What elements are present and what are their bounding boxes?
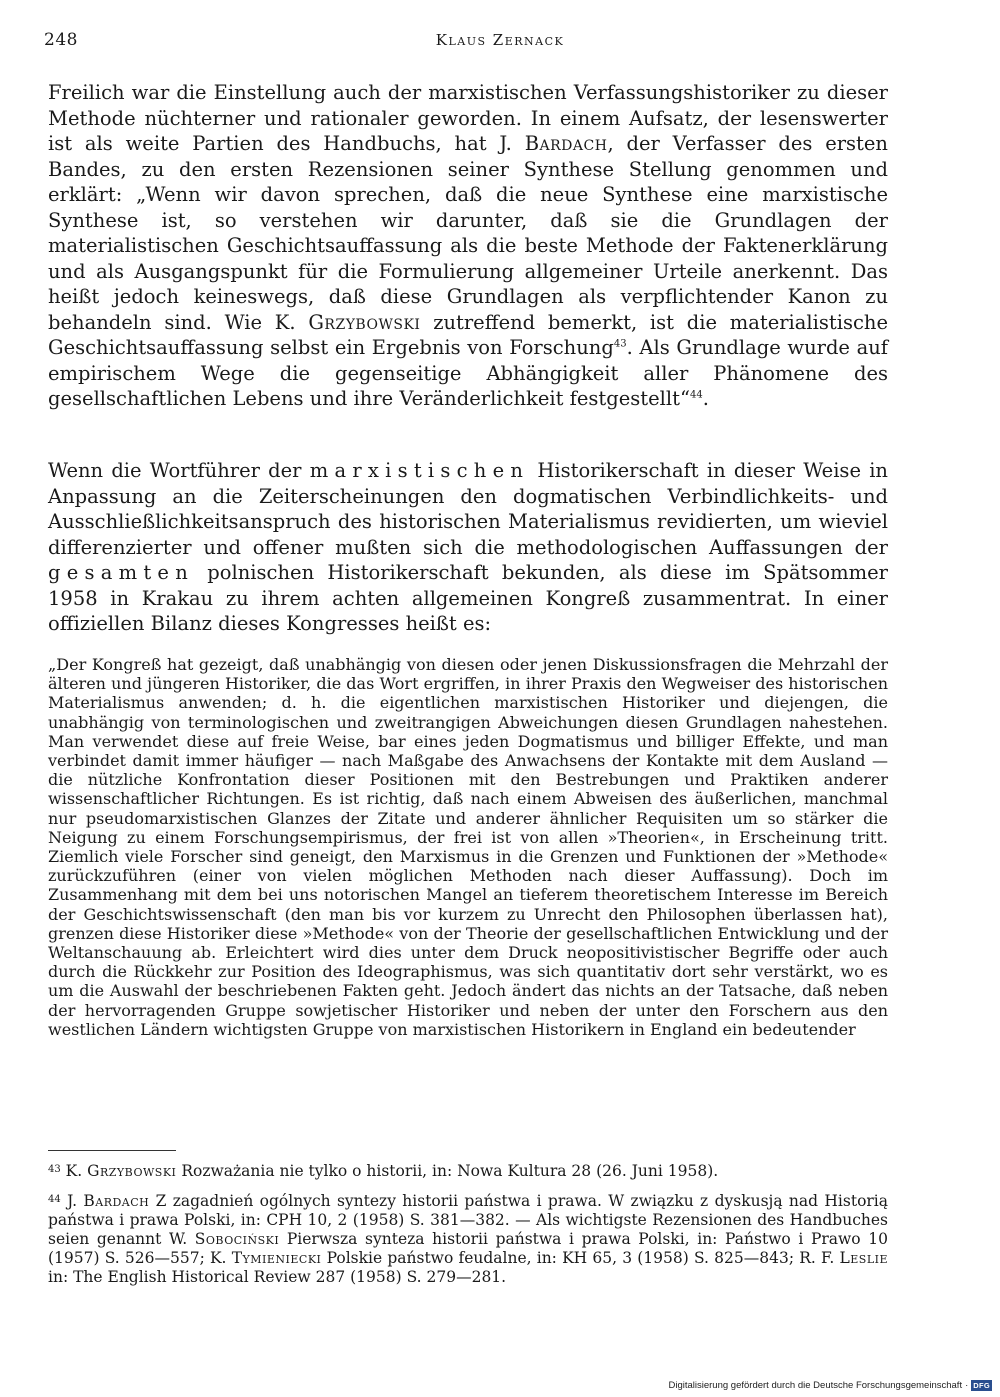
dfg-logo-icon: DFG bbox=[973, 1381, 990, 1390]
author-name: Bardach bbox=[524, 132, 608, 155]
author-name: Grzybowski bbox=[87, 1162, 177, 1180]
author-name: Sobociński bbox=[194, 1230, 280, 1248]
page-number: 248 bbox=[44, 30, 78, 50]
paragraph-1: Freilich war die Einstellung auch der marxistischen Verfassungshistoriker zu dieser Methode nüchterner und rationaler geworden. In einem Aufsatz, der lesenswerter ist als weite Partien des Handbuchs, hat J. Bardach, der Verfasser des ersten Bandes, zu den ersten Rezensionen seiner Synthese Stellung genommen und erklärt: „Wenn wir davon sprechen, daß die neue Synthese eine marxistische Synthese ist, so verstehen wir darunter, daß sie die Grundlagen der materialistischen Geschichtsauffassung als die beste Methode der Faktenerklärung und als Ausgangspunkt für die Formulierung allgemeiner Urteile anerkennt. Das heißt jedoch keineswegs, daß diese Grundlagen als verpflichtender Kanon zu behandeln sind. Wie K. Grzybowski zutreffend bemerkt, ist die materialistische Geschichtsauffassung selbst ein Ergebnis von Forschung$^{43}$. Als Grundlage wurde auf empirischem Wege die gegenseitige Abhängigkeit aller Phänomene des gesellschaftlichen Lebens und ihre Veränderlichkeit festgestellt“$^{44}$. bbox=[48, 81, 889, 410]
spaced-emphasis: marxistischen bbox=[309, 459, 530, 482]
footnote-number: 44 bbox=[48, 1194, 61, 1205]
footnote-number: 43 bbox=[48, 1164, 61, 1175]
author-name: Grzybowski bbox=[308, 310, 421, 334]
footnote-divider bbox=[48, 1150, 176, 1151]
author-name: Bardach bbox=[83, 1192, 150, 1210]
block-quote: „Der Kongreß hat gezeigt, daß unabhängig von diesen oder jenen Diskussionsfragen die Mehrzahl der älteren und jüngeren Historiker, die das Wort ergriffen, in ihrer Praxis den Wegweiser des historischen Materialismus anwenden; d. h. die eigentlichen marxistischen Historiker und diejengen, die unabhängig von terminologischen und zweitrangigen Abweichungen diesen Grundlagen nahestehen. Man verwendet diese auf freie Weise, bar eines jeden Dogmatismus und billiger Effekte, und man verbindet damit immer häufiger — nach Maßgabe des Anwachsens der Kontakte mit dem Ausland — die nützliche Konfrontation dieser Positionen mit den Bestrebungen und Praktiken anderer wissenschaftlicher Richtungen. Es ist richtig, daß nach einem Abweisen des äußerlichen, manchmal nur pseudomarxistischen Glanzes der Zitate und anderer ähnlicher Requisiten um so stärker die Neigung zu einem Forschungsempirismus, der frei ist von allen »Theorien«, in Erscheinung tritt. Ziemlich viele Forscher sind geneigt, den Marxismus in die Grenzen und Funktionen der »Methode« zurückzuführen (einer von vielen möglichen Methoden nach dieser Auffassung). Doch im Zusammenhang mit dem bei uns notorischen Mangel an tieferem theoretischem Interesse im Bereich der Geschichtswissenschaft (den man bis vor kurzem zu Unrecht den Philosophen überlassen hat), grenzen diese Historiker diese »Methode« von der Theorie der gesellschaftlichen Entwicklung und der Weltanschauung ab. Erleichtert wird dies unter dem Druck neopositivistischer Begriffe oder auch durch die Rückkehr zur Position des Ideographismus, was sich quantitativ dort sehr verstärkt, wo es um die Auswahl der beschriebenen Fakten geht. Jedoch ändert das nichts an der Tatsache, daß neben der hervorragenden Gruppe sowjetischer Historiker und neben der unter den Forschern aus den westlichen Ländern wichtigsten Gruppe von marxistischen Historikern in England ein bedeutender bbox=[48, 655, 888, 1039]
spaced-emphasis: gesamten bbox=[48, 561, 195, 584]
dot-separator: · bbox=[965, 1380, 969, 1391]
paragraph-2: Wenn die Wortführer der marxistischen Historikerschaft in dieser Weise in Anpassung an die Zeiterscheinungen den dogmatischen Verbindlichkeits- und Ausschließlichkeitsanspruch des historischen Materialismus revidierten, um wieviel differenzierter und offener mußten sich die methodologischen Auffassungen der gesamten polnischen Historikerschaft bekunden, als diese im Spätsommer 1958 in Krakau zu ihrem achten allgemeinen Kongreß zusammentrat. In einer offiziellen Bilanz dieses Kongresses heißt es: bbox=[48, 459, 888, 635]
footnote-44: $^{44}$ J. Bardach Z zagadnień ogólnych syntezy historii państwa i prawa. W związku z dyskusją nad Historią państwa i prawa Polski, in: CPH 10, 2 (1958) S. 381—382. — Als wichtigste Rezensionen des Handbuches seien genannt W. Sobociński Pierwsza synteza historii państwa i prawa Polski, in: Państwo i Prawo 10 (1957) S. 526—557; K. Tymieniecki Polskie państwo feudalne, in: KH 65, 3 (1958) S. 825—843; R. F. Leslie in: The English Historical Review 287 (1958) S. 279—281. bbox=[48, 1192, 889, 1286]
author-name: Tymieniecki bbox=[231, 1249, 322, 1267]
digitization-footer bbox=[668, 1380, 992, 1391]
footer-text: Digitalisierung gefördert durch die Deutsche Forschungsgemeinschaft bbox=[668, 1380, 963, 1391]
author-name: Leslie bbox=[839, 1249, 889, 1267]
running-head: Klaus Zernack bbox=[435, 31, 565, 49]
footnote-ref-44[interactable]: 44 bbox=[689, 389, 703, 401]
footnote-ref-43[interactable]: 43 bbox=[613, 338, 627, 350]
footnote-43: $^{43}$ K. Grzybowski Rozważania nie tylko o historii, in: Nowa Kultura 28 (26. Juni 1958). bbox=[48, 1162, 719, 1180]
